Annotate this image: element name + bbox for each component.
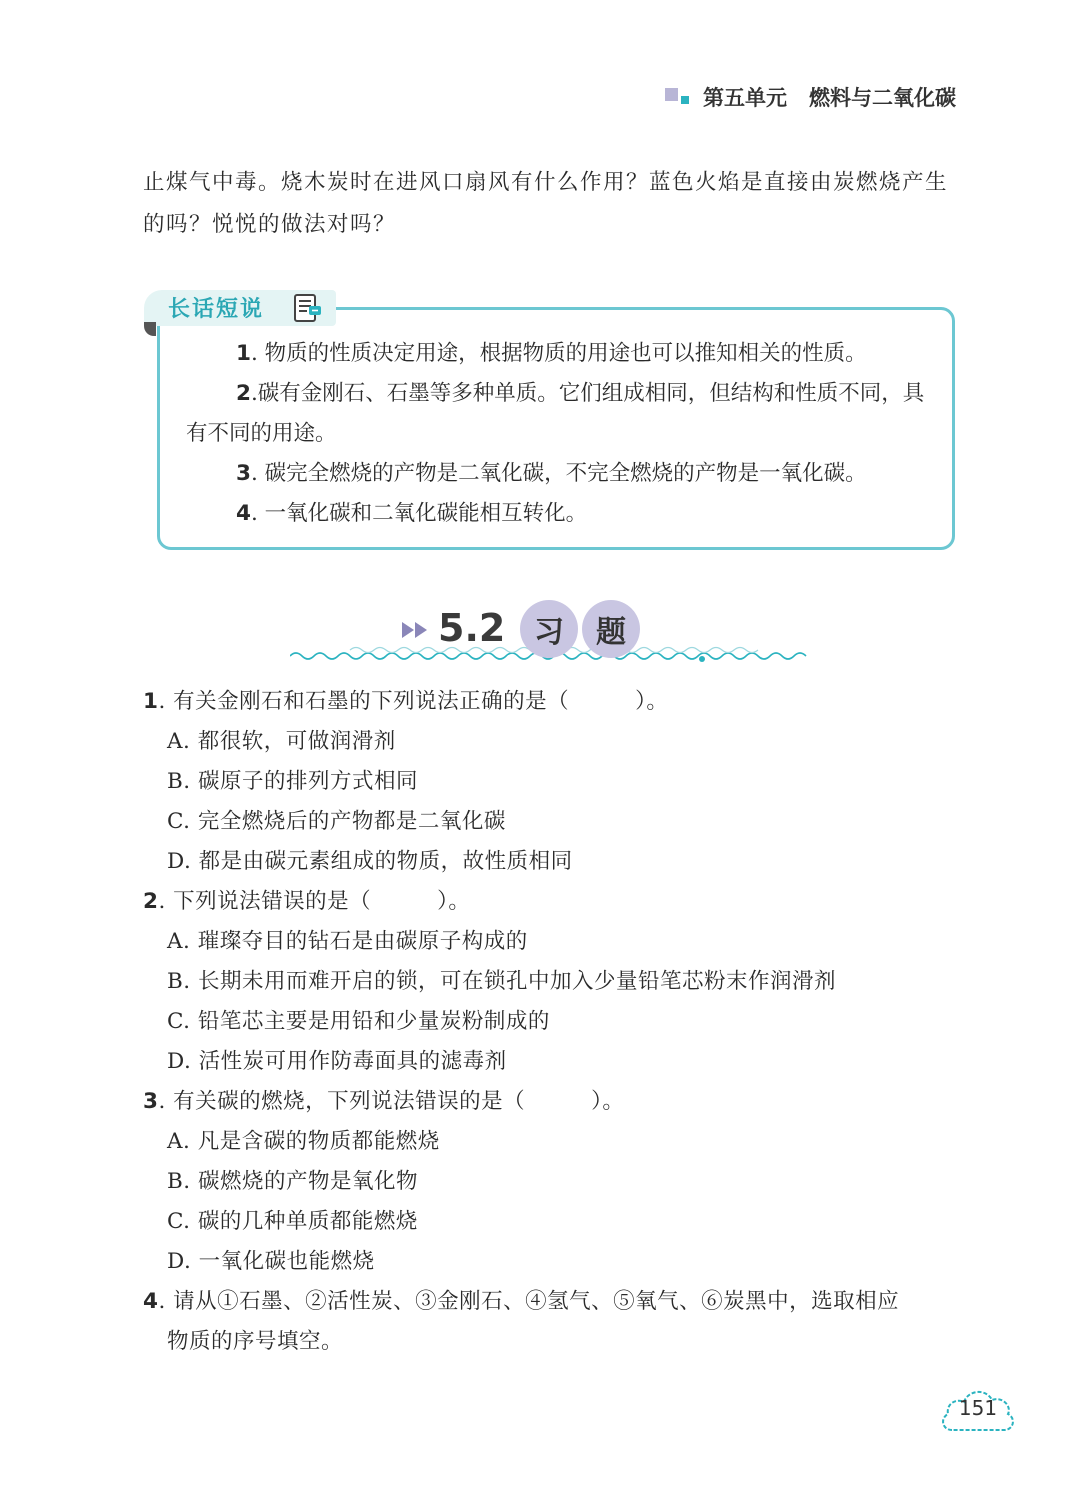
summary-item-text: . 一氧化碳和二氧化碳能相互转化。 bbox=[250, 501, 588, 526]
double-arrow-icon bbox=[402, 620, 432, 640]
intro-line: 止煤气中毒。烧木炭时在进风口扇风有什么作用？蓝色火焰是直接由炭燃烧产生 bbox=[143, 170, 949, 195]
summary-item bbox=[186, 454, 936, 494]
summary-item bbox=[186, 494, 936, 534]
summary-item-text: . 物质的性质决定用途，根据物质的用途也可以推知相关的性质。 bbox=[250, 341, 867, 366]
question bbox=[143, 1082, 973, 1282]
header-title bbox=[703, 82, 956, 112]
answer-option: B. 碳原子的排列方式相同 bbox=[167, 769, 418, 794]
question-continuation: 物质的序号填空。 bbox=[167, 1329, 344, 1354]
question-text: . 有关碳的燃烧，下列说法错误的是（ ）。 bbox=[158, 1089, 625, 1114]
question-text: . 下列说法错误的是（ ）。 bbox=[158, 889, 471, 914]
summary-tab-notch bbox=[144, 322, 156, 336]
question-number: 2 bbox=[143, 889, 159, 914]
running-header bbox=[665, 82, 956, 112]
header-square-icon bbox=[665, 86, 691, 108]
exercise-heading bbox=[290, 600, 810, 670]
question bbox=[143, 682, 973, 882]
summary-item-number: 1 bbox=[236, 341, 251, 366]
answer-option: A. 凡是含碳的物质都能燃烧 bbox=[167, 1129, 440, 1154]
question-list bbox=[143, 682, 973, 1362]
summary-item bbox=[186, 374, 936, 454]
question-text: . 有关金刚石和石墨的下列说法正确的是（ ）。 bbox=[158, 689, 669, 714]
answer-option: C. 碳的几种单质都能燃烧 bbox=[167, 1209, 418, 1234]
notebook-icon bbox=[292, 292, 324, 324]
question-number: 4 bbox=[143, 1289, 159, 1314]
answer-option: D. 都是由碳元素组成的物质，故性质相同 bbox=[167, 849, 573, 874]
exercise-title-char: 习 bbox=[520, 600, 578, 658]
answer-option: D. 活性炭可用作防毒面具的滤毒剂 bbox=[167, 1049, 507, 1074]
answer-option: C. 铅笔芯主要是用铅和少量炭粉制成的 bbox=[167, 1009, 550, 1034]
question-text: . 请从①石墨、②活性炭、③金刚石、④氢气、⑤氧气、⑥炭黑中，选取相应 bbox=[158, 1289, 900, 1314]
question bbox=[143, 882, 973, 1082]
answer-option: C. 完全燃烧后的产物都是二氧化碳 bbox=[167, 809, 506, 834]
question-stem bbox=[143, 1082, 973, 1122]
question bbox=[143, 1282, 973, 1362]
page-number-badge bbox=[938, 1378, 1018, 1440]
exercise-number: 5.2 bbox=[438, 606, 506, 650]
summary-title: 长话短说 bbox=[168, 297, 265, 322]
answer-option: B. 长期未用而难开启的锁，可在锁孔中加入少量铅笔芯粉末作润滑剂 bbox=[167, 969, 836, 994]
header-chapter-title: 燃料与二氧化碳 bbox=[809, 86, 956, 110]
question-stem bbox=[143, 882, 973, 922]
intro-paragraph bbox=[143, 162, 963, 246]
summary-item-text: .碳有金刚石、石墨等多种单质。它们组成相同，但结构和性质不同，具有不同的用途。 bbox=[186, 381, 925, 446]
question-stem bbox=[143, 1282, 973, 1322]
answer-option: A. 都很软，可做润滑剂 bbox=[167, 729, 396, 754]
answer-option: B. 碳燃烧的产物是氧化物 bbox=[167, 1169, 418, 1194]
header-unit: 第五单元 bbox=[703, 86, 787, 110]
question-number: 3 bbox=[143, 1089, 159, 1114]
exercise-title-char: 题 bbox=[582, 600, 640, 658]
summary-item-number: 2 bbox=[236, 381, 251, 406]
summary-item-text: . 碳完全燃烧的产物是二氧化碳，不完全燃烧的产物是一氧化碳。 bbox=[250, 461, 867, 486]
summary-item-number: 4 bbox=[236, 501, 251, 526]
question-stem bbox=[143, 682, 973, 722]
answer-option: A. 璀璨夺目的钻石是由碳原子构成的 bbox=[167, 929, 528, 954]
intro-line: 的吗？悦悦的做法对吗？ bbox=[143, 212, 397, 237]
question-number: 1 bbox=[143, 689, 159, 714]
summary-item bbox=[186, 334, 936, 374]
page-number: 151 bbox=[958, 1396, 998, 1420]
summary-item-number: 3 bbox=[236, 461, 251, 486]
answer-option: D. 一氧化碳也能燃烧 bbox=[167, 1249, 375, 1274]
summary-body bbox=[186, 334, 936, 534]
